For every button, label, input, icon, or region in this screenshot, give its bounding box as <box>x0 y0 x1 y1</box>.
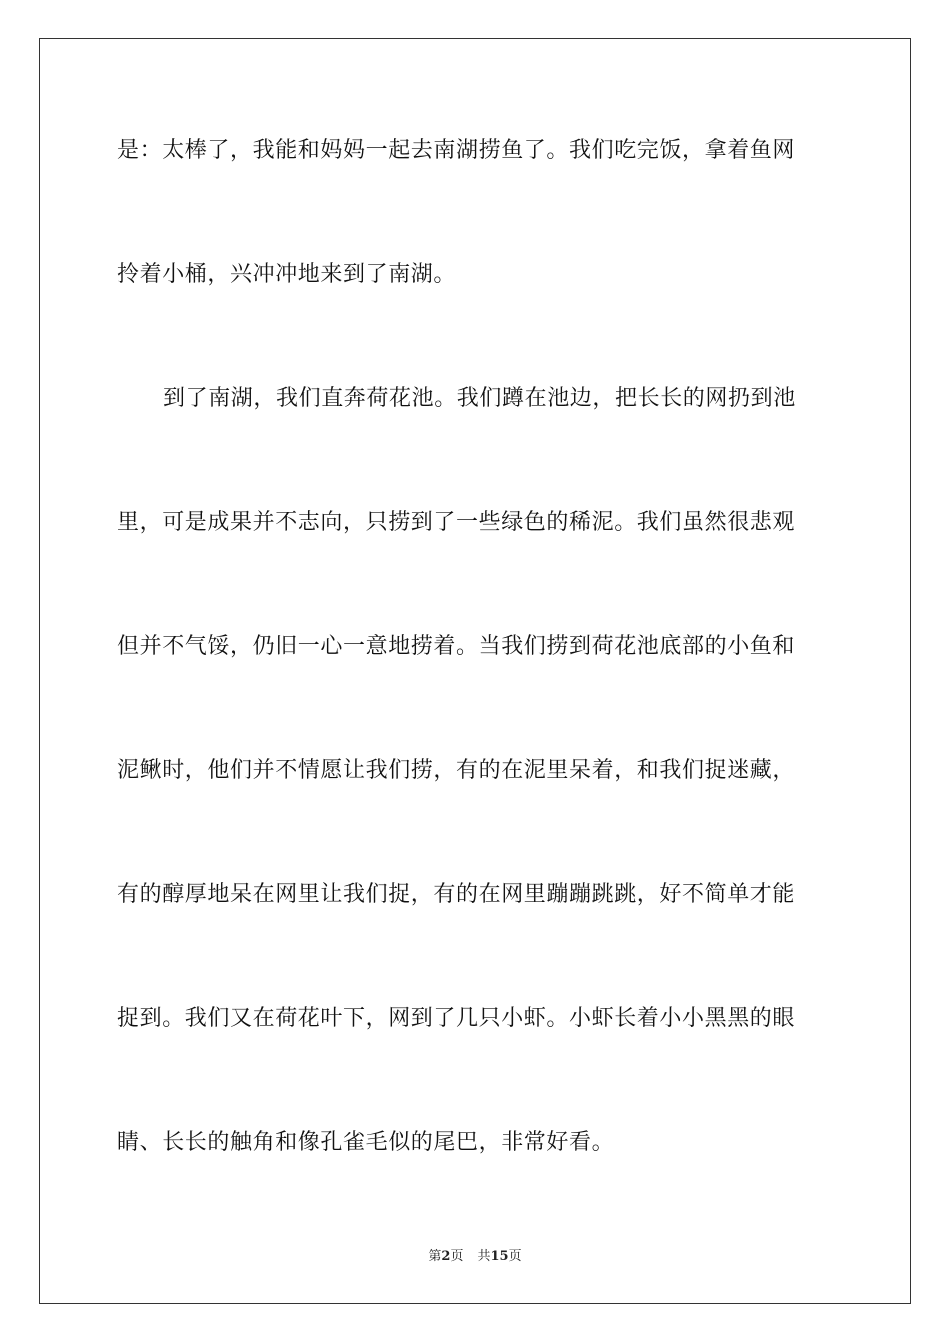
text-line-6: 泥鳅时，他们并不情愿让我们捞，有的在泥里呆着，和我们捉迷藏， <box>117 758 796 783</box>
text-line-9: 睛、长长的触角和像孔雀毛似的尾巴，非常好看。 <box>117 1130 615 1155</box>
text-line-3-paragraph-start: 到了南湖，我们直奔荷花池。我们蹲在池边，把长长的网扔到池 <box>163 386 796 411</box>
page-border <box>39 38 911 1304</box>
text-line-8: 捉到。我们又在荷花叶下，网到了几只小虾。小虾长着小小黑黑的眼 <box>117 1006 796 1031</box>
text-line-1: 是：太棒了，我能和妈妈一起去南湖捞鱼了。我们吃完饭，拿着鱼网 <box>117 138 796 163</box>
text-line-4: 里，可是成果并不志向，只捞到了一些绿色的稀泥。我们虽然很悲观 <box>117 510 796 535</box>
footer-total-number: 15 <box>490 1249 509 1264</box>
footer-total-suffix: 页 <box>508 1249 522 1264</box>
page-footer <box>0 1248 950 1266</box>
footer-page-suffix: 页 <box>450 1249 464 1264</box>
footer-page-prefix: 第 <box>428 1249 442 1264</box>
footer-total-prefix: 共 <box>477 1249 491 1264</box>
footer-page-number: 2 <box>441 1249 451 1264</box>
text-line-7: 有的醇厚地呆在网里让我们捉，有的在网里蹦蹦跳跳，好不简单才能 <box>117 882 796 907</box>
text-line-5: 但并不气馁，仍旧一心一意地捞着。当我们捞到荷花池底部的小鱼和 <box>117 634 796 659</box>
text-line-2: 拎着小桶，兴冲冲地来到了南湖。 <box>117 262 457 287</box>
